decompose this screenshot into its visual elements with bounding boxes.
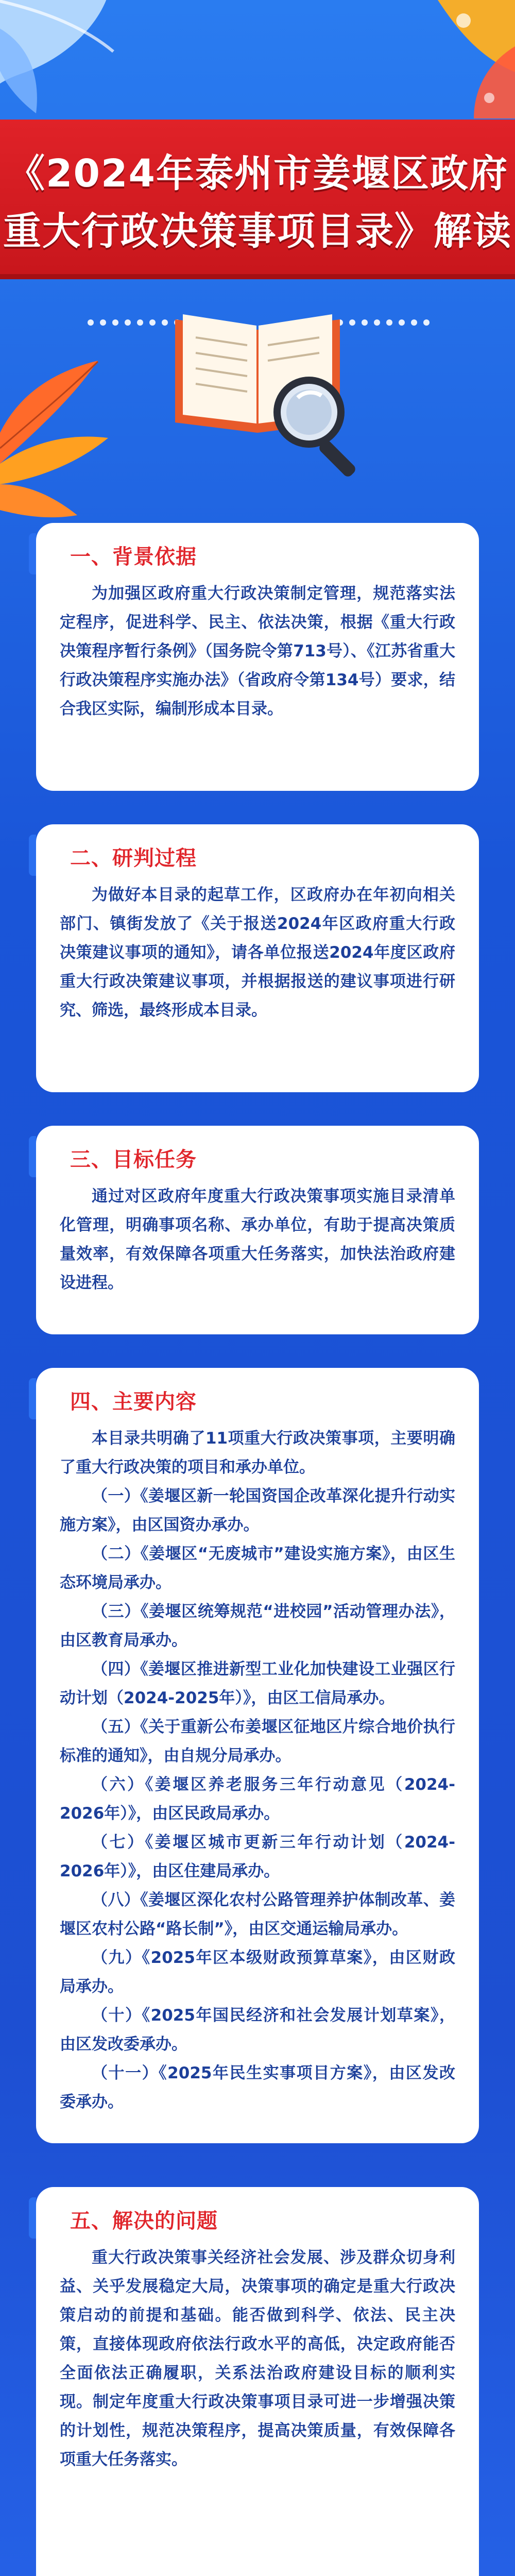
section-title: 四、主要内容	[70, 1390, 197, 1414]
list-item: （一）《姜堰区新一轮国资国企改革深化提升行动实施方案》，由区国资办承办。	[60, 1487, 455, 1534]
section-process-card	[36, 824, 479, 1092]
section-background-card	[36, 523, 479, 791]
list-item: （五）《关于重新公布姜堰区征地区片综合地价执行标准的通知》，由自规分局承办。	[60, 1718, 455, 1765]
list-item: （十一）《2025年民生实事项目方案》，由区发改委承办。	[60, 2064, 455, 2111]
page-title-line2: 重大行政决策事项目录》解读	[3, 209, 512, 253]
list-item: （四）《姜堰区推进新型工业化加快建设工业强区行动计划（2024-2025年）》，由区工信局承办。	[60, 1660, 455, 1707]
section-content-card	[36, 1368, 479, 2143]
section-title: 二、研判过程	[70, 846, 197, 870]
leaf-decoration-icon	[0, 330, 113, 526]
section-title: 五、解决的问题	[70, 2209, 218, 2233]
magnifier-icon	[268, 371, 371, 484]
list-item: （二）《姜堰区“无废城市”建设实施方案》，由区生态环境局承办。	[60, 1545, 455, 1592]
section-text: 为加强区政府重大行政决策制定管理，规范落实法定程序，促进科学、民主、依法决策，根据《重大行政决策程序暂行条例》（国务院令第713号）、《江苏省重大行政决策程序实施办法》（省政府令第134号）要求，结合我区实际，编制形成本目录。	[60, 584, 455, 718]
list-item: （六）《姜堰区养老服务三年行动意见（2024-2026年）》，由区民政局承办。	[60, 1775, 455, 1823]
list-item: （三）《姜堰区统筹规范“进校园”活动管理办法》，由区教育局承办。	[60, 1602, 455, 1650]
section-problems-card	[36, 2187, 479, 2576]
section-title: 三、目标任务	[70, 1148, 197, 1172]
list-item: （十）《2025年国民经济和社会发展计划草案》，由区发改委承办。	[60, 2006, 455, 2054]
list-item: （九）《2025年区本级财政预算草案》，由区财政局承办。	[60, 1948, 455, 1996]
section-title: 一、背景依据	[70, 545, 197, 569]
leaf-decoration-icon	[402, 0, 515, 118]
list-item: （七）《姜堰区城市更新三年行动计划（2024-2026年）》，由区住建局承办。	[60, 1833, 455, 1880]
section-text: 为做好本目录的起草工作，区政府办在年初向相关部门、镇街发放了《关于报送2024年区政府重大行政决策建议事项的通知》，请各单位报送2024年度区政府重大行政决策建议事项，并根据报送的建议事项进行研究、筛选，最终形成本目录。	[60, 886, 455, 1020]
section-text: 重大行政决策事关经济社会发展、涉及群众切身利益、关乎发展稳定大局，决策事项的确定是重大行政决策启动的前提和基础。能否做到科学、依法、民主决策，直接体现政府依法行政水平的高低，决定政府能否全面依法正确履职，关系法治政府建设目标的顺利实现。制定年度重大行政决策事项目录可进一步增强决策的计划性，规范决策程序，提高决策质量，有效保障各项重大任务落实。	[60, 2248, 455, 2469]
section-goal-card	[36, 1126, 479, 1334]
section-intro: 本目录共明确了11项重大行政决策事项，主要明确了重大行政决策的项目和承办单位。	[60, 1429, 455, 1477]
page-title-line1: 《2024年泰州市姜堰区政府	[7, 151, 508, 196]
section-text: 通过对区政府年度重大行政决策事项实施目录清单化管理，明确事项名称、承办单位，有助于提高决策质量效率，有效保障各项重大任务落实，加快法治政府建设进程。	[60, 1187, 455, 1292]
list-item: （八）《姜堰区深化农村公路管理养护体制改革、姜堰区农村公路“路长制”》，由区交通运输局承办。	[60, 1891, 455, 1938]
leaf-decoration-icon	[0, 0, 129, 124]
